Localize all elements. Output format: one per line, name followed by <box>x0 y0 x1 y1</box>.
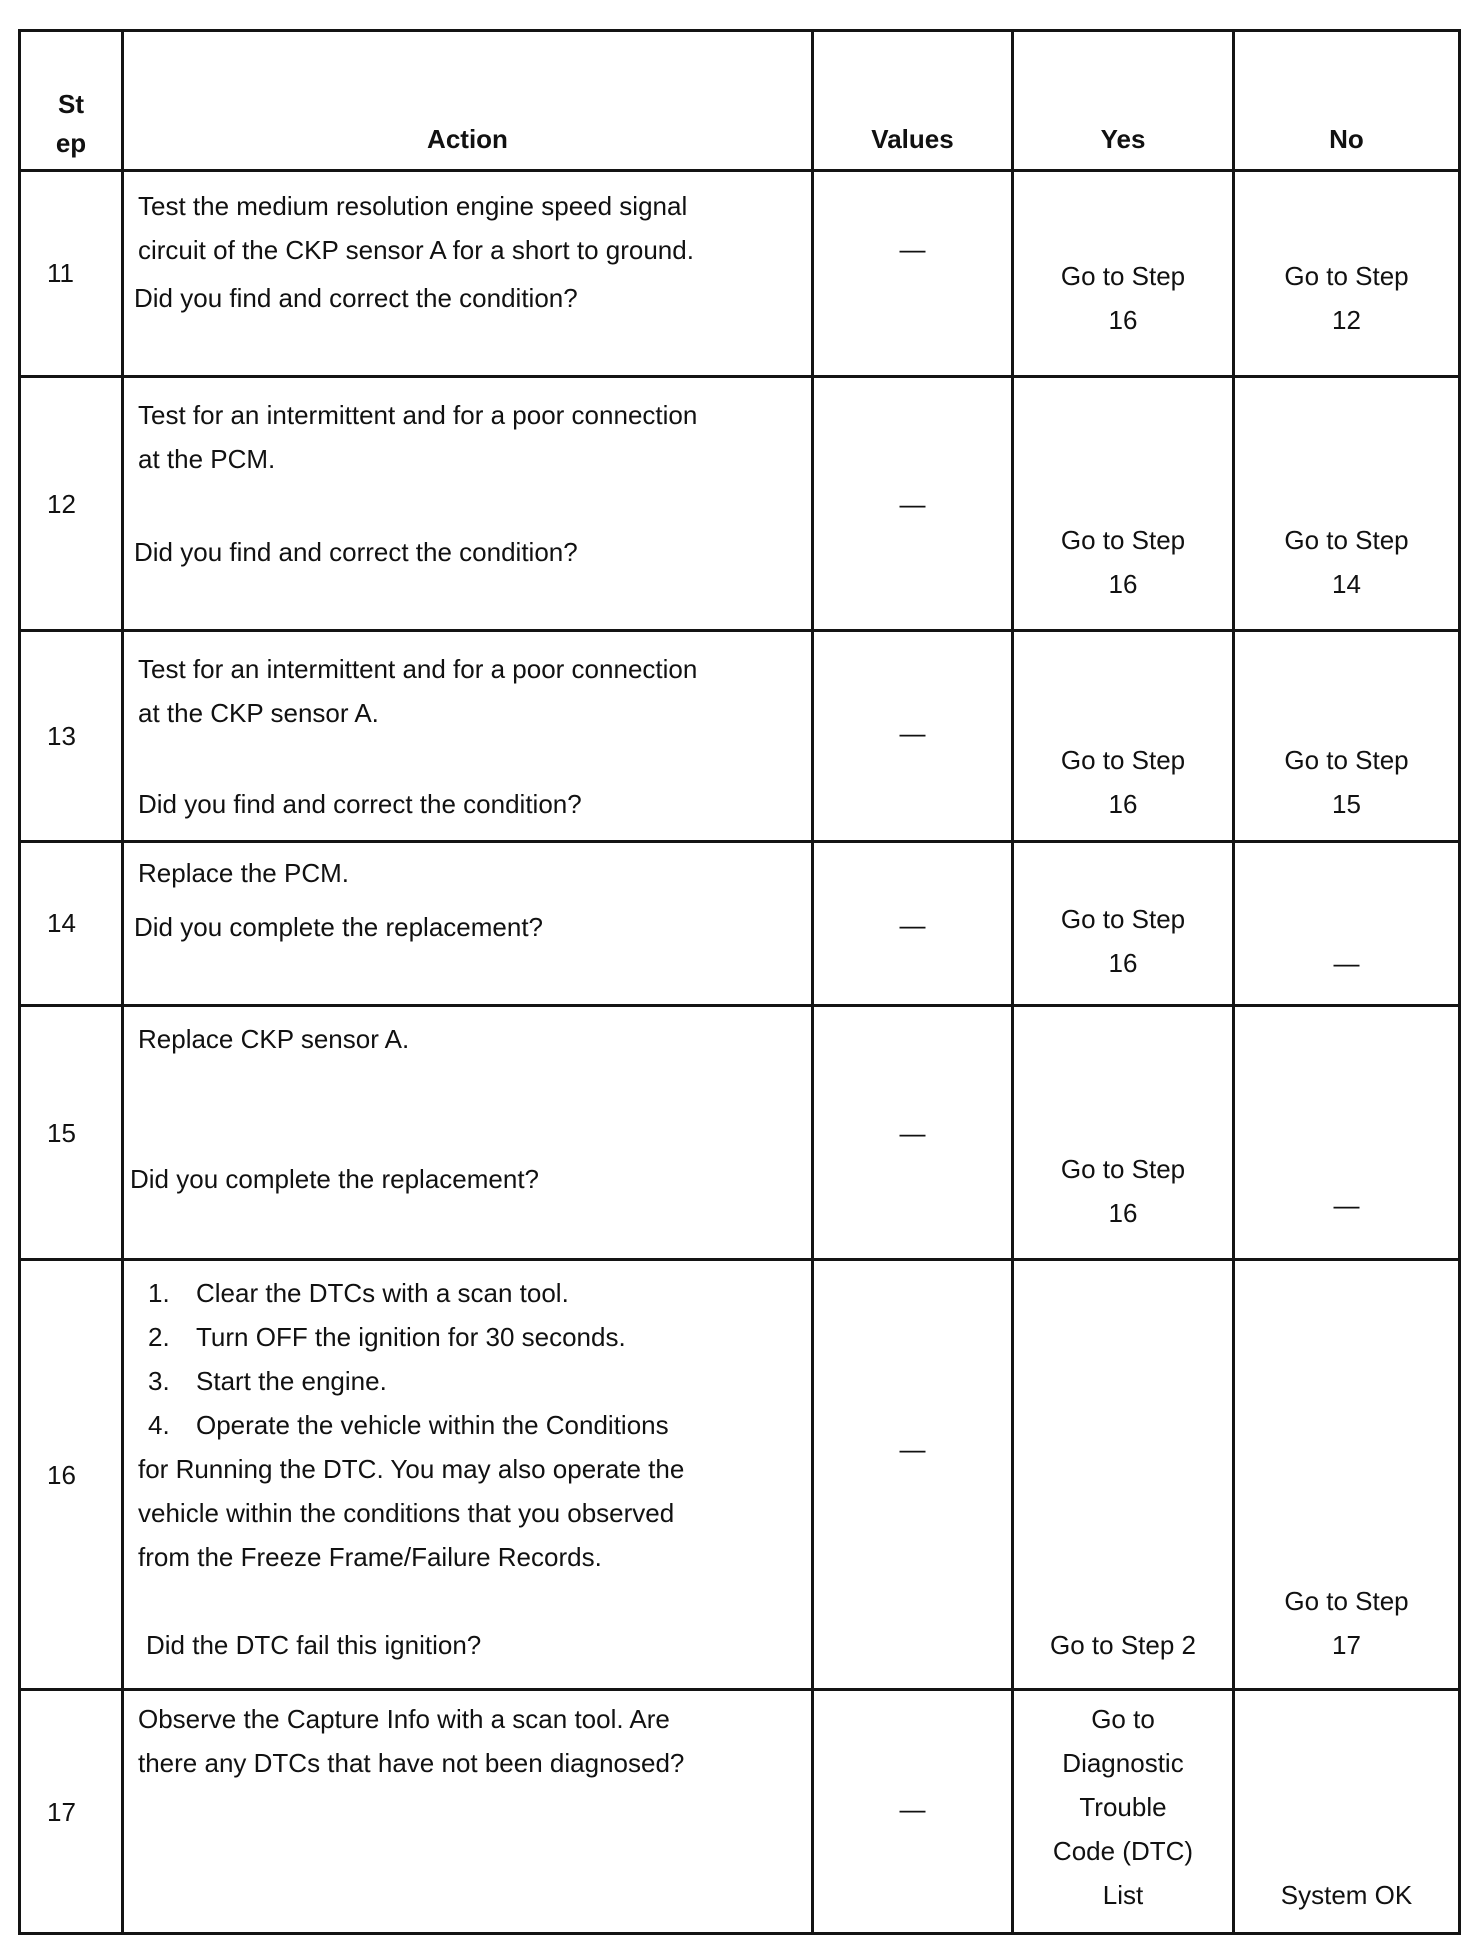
values-cell <box>813 631 1013 842</box>
step-cell <box>20 1005 123 1260</box>
list-item: 3. Start the engine. <box>148 1366 387 1397</box>
no-line: Go to Step <box>1284 525 1409 556</box>
no-result <box>1235 1579 1458 1667</box>
yes-line: Trouble <box>1079 1792 1167 1823</box>
no-dash: — <box>1333 947 1360 978</box>
no-line: Go to Step <box>1284 260 1409 291</box>
action-text <box>138 393 781 481</box>
yes-line: Go to Step <box>1060 260 1186 291</box>
yes-cell <box>1013 1260 1234 1690</box>
no-dash: — <box>1333 1189 1360 1220</box>
values-dash: — <box>899 1117 926 1148</box>
yes-cell <box>1013 631 1234 842</box>
action-question: Did you complete the replacement? <box>134 911 544 942</box>
yes-line: Diagnostic <box>1062 1748 1184 1779</box>
yes-result <box>1014 518 1232 606</box>
action-question: Did you find and correct the condition? <box>134 537 578 568</box>
no-line: 14 <box>1332 569 1361 600</box>
diagnostic-steps-table <box>18 29 1461 1935</box>
header-no-label: No <box>1329 123 1364 154</box>
header-step-label <box>21 85 121 163</box>
action-cell <box>123 841 813 1005</box>
step-number: 15 <box>47 1117 76 1148</box>
values-cell <box>813 841 1013 1005</box>
action-cell <box>123 170 813 377</box>
action-line: circuit of the CKP sensor A for a short to ground. <box>138 234 694 265</box>
yes-result: Go to Step 2 <box>1050 1630 1196 1661</box>
header-yes-label: Yes <box>1100 123 1146 154</box>
yes-line: 16 <box>1108 304 1138 335</box>
action-question: Did you find and correct the condition? <box>138 789 582 820</box>
step-cell <box>20 170 123 377</box>
action-question: Did you find and correct the condition? <box>134 282 578 313</box>
step-cell <box>20 841 123 1005</box>
table-row <box>20 1690 1460 1934</box>
no-result: System OK <box>1280 1880 1413 1911</box>
yes-result <box>1014 254 1232 342</box>
action-line: Test the medium resolution engine speed signal <box>138 190 688 221</box>
no-line: 15 <box>1332 789 1361 820</box>
no-line: 12 <box>1332 304 1361 335</box>
header-step-line2: ep <box>55 127 87 158</box>
action-question: Did the DTC fail this ignition? <box>146 1630 482 1661</box>
yes-result <box>1014 1697 1232 1917</box>
values-cell <box>813 377 1013 631</box>
step-number: 11 <box>47 258 74 289</box>
header-values-label: Values <box>871 123 954 154</box>
action-text: Replace the PCM. <box>138 857 349 888</box>
header-action <box>123 31 813 171</box>
yes-line: 16 <box>1108 1197 1138 1228</box>
action-text <box>138 647 781 735</box>
action-line: from the Freeze Frame/Failure Records. <box>138 1542 602 1573</box>
table-row <box>20 377 1460 631</box>
header-row <box>20 31 1460 171</box>
action-line: Test for an intermittent and for a poor connection <box>138 400 698 431</box>
yes-line: Go to <box>1091 1704 1155 1735</box>
values-cell <box>813 170 1013 377</box>
step-cell <box>20 377 123 631</box>
step-cell <box>20 1690 123 1934</box>
header-step <box>20 31 123 171</box>
action-cell <box>123 377 813 631</box>
values-dash: — <box>899 1794 926 1825</box>
yes-cell <box>1013 1005 1234 1260</box>
yes-line: 16 <box>1108 947 1138 978</box>
no-line: 17 <box>1332 1630 1361 1661</box>
action-continuation <box>138 1447 781 1579</box>
step-cell <box>20 631 123 842</box>
action-text: Replace CKP sensor A. <box>138 1023 410 1054</box>
table-row <box>20 170 1460 377</box>
values-cell <box>813 1690 1013 1934</box>
step-number: 14 <box>47 908 76 939</box>
yes-result <box>1014 897 1232 985</box>
no-result <box>1235 738 1458 826</box>
no-line: Go to Step <box>1284 745 1409 776</box>
no-line: Go to Step <box>1284 1586 1409 1617</box>
yes-line: Go to Step <box>1060 525 1186 556</box>
values-cell <box>813 1005 1013 1260</box>
action-cell <box>123 1005 813 1260</box>
yes-result <box>1014 738 1232 826</box>
yes-line: List <box>1102 1880 1144 1911</box>
values-cell <box>813 1260 1013 1690</box>
no-cell <box>1234 1690 1460 1934</box>
action-line: at the CKP sensor A. <box>138 698 379 729</box>
values-dash: — <box>899 1434 926 1465</box>
action-cell <box>123 1690 813 1934</box>
no-result <box>1235 518 1458 606</box>
table-row <box>20 841 1460 1005</box>
action-steps-list <box>138 1271 781 1447</box>
action-line: vehicle within the conditions that you observed <box>138 1498 675 1529</box>
yes-line: 16 <box>1108 789 1138 820</box>
step-number: 12 <box>47 488 76 519</box>
values-dash: — <box>899 489 926 520</box>
no-cell <box>1234 1005 1460 1260</box>
list-item: 2. Turn OFF the ignition for 30 seconds. <box>148 1322 626 1353</box>
yes-cell <box>1013 377 1234 631</box>
table-row <box>20 1005 1460 1260</box>
no-cell <box>1234 631 1460 842</box>
no-cell <box>1234 841 1460 1005</box>
action-line: for Running the DTC. You may also operate the <box>138 1454 685 1485</box>
header-no <box>1234 31 1460 171</box>
yes-cell <box>1013 841 1234 1005</box>
yes-line: Go to Step <box>1060 745 1186 776</box>
list-item: 4. Operate the vehicle within the Conditions <box>148 1410 669 1441</box>
yes-line: Go to Step <box>1060 1153 1186 1184</box>
action-text <box>138 184 781 272</box>
action-text <box>138 1697 781 1785</box>
step-number: 13 <box>47 721 76 752</box>
action-line: Test for an intermittent and for a poor connection <box>138 654 698 685</box>
header-step-line1: St <box>58 88 84 119</box>
yes-cell <box>1013 170 1234 377</box>
action-line: there any DTCs that have not been diagnosed? <box>138 1748 685 1779</box>
header-action-label: Action <box>427 123 508 154</box>
action-cell <box>123 1260 813 1690</box>
step-cell <box>20 1260 123 1690</box>
yes-line: Go to Step <box>1060 903 1186 934</box>
no-cell <box>1234 170 1460 377</box>
table-row <box>20 631 1460 842</box>
action-line: Observe the Capture Info with a scan tool. Are <box>138 1704 670 1735</box>
no-cell <box>1234 377 1460 631</box>
no-result <box>1235 254 1458 342</box>
header-yes <box>1013 31 1234 171</box>
values-dash: — <box>899 718 926 749</box>
no-cell <box>1234 1260 1460 1690</box>
yes-result <box>1014 1147 1232 1235</box>
yes-line: 16 <box>1108 569 1138 600</box>
action-line: at the PCM. <box>138 444 276 475</box>
header-values <box>813 31 1013 171</box>
values-dash: — <box>899 233 926 264</box>
yes-line: Code (DTC) <box>1052 1836 1194 1867</box>
step-number: 16 <box>47 1459 76 1490</box>
action-cell <box>123 631 813 842</box>
action-question: Did you complete the replacement? <box>130 1163 540 1194</box>
step-number: 17 <box>47 1796 76 1827</box>
values-dash: — <box>899 909 926 940</box>
yes-cell <box>1013 1690 1234 1934</box>
list-item: 1. Clear the DTCs with a scan tool. <box>148 1278 569 1309</box>
table-row <box>20 1260 1460 1690</box>
